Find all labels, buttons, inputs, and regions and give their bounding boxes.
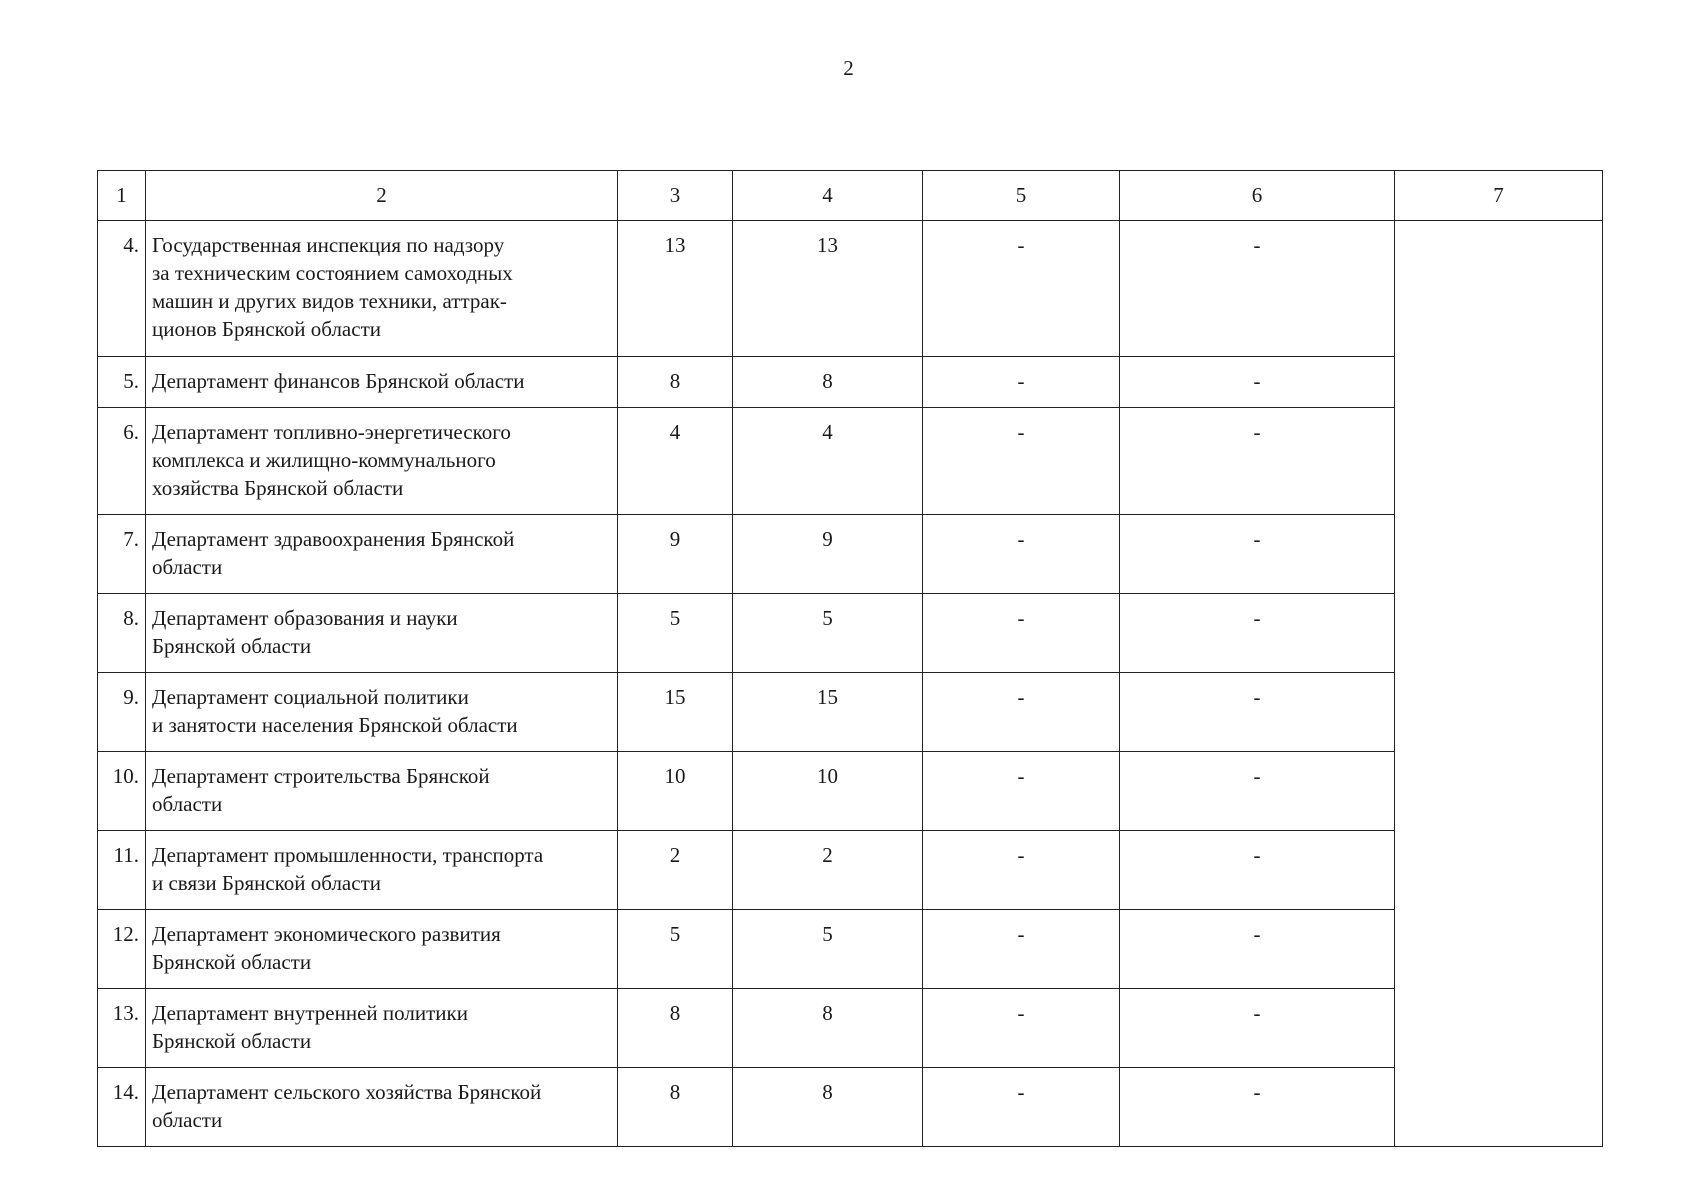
col3-value: 9 [618, 515, 733, 594]
col3-value: 8 [618, 357, 733, 408]
row-number: 4. [98, 221, 146, 357]
row-name-cell [146, 408, 618, 515]
col6-value: - [1120, 910, 1395, 989]
col3-value: 5 [618, 594, 733, 673]
row-name-cell [146, 357, 618, 408]
col5-value: - [923, 1068, 1120, 1147]
row-number: 14. [98, 1068, 146, 1147]
row-number: 5. [98, 357, 146, 408]
row-name-cell [146, 1068, 618, 1147]
row-number: 10. [98, 752, 146, 831]
page-number: 2 [843, 56, 854, 80]
header-cell-4: 4 [733, 171, 923, 221]
col6-value: - [1120, 221, 1395, 357]
col4-value: 8 [733, 357, 923, 408]
col4-value: 13 [733, 221, 923, 357]
row-name-cell [146, 515, 618, 594]
header-cell-7: 7 [1395, 171, 1603, 221]
row-number: 11. [98, 831, 146, 910]
departments-table [97, 170, 1603, 1147]
col5-value: - [923, 989, 1120, 1068]
department-name: Департамент экономического развития Брянской области [152, 922, 501, 974]
row-number: 8. [98, 594, 146, 673]
department-name: Департамент сельского хозяйства Брянской области [152, 1080, 542, 1132]
row-number: 9. [98, 673, 146, 752]
col3-value: 5 [618, 910, 733, 989]
col5-value: - [923, 910, 1120, 989]
header-cell-6: 6 [1120, 171, 1395, 221]
row-name-cell [146, 221, 618, 357]
col3-value: 4 [618, 408, 733, 515]
table-row [98, 594, 1603, 673]
table-row [98, 357, 1603, 408]
table-row [98, 752, 1603, 831]
row-name-cell [146, 910, 618, 989]
table-row [98, 910, 1603, 989]
header-cell-5: 5 [923, 171, 1120, 221]
department-name: Департамент строительства Брянской области [152, 764, 490, 816]
row-name-cell [146, 752, 618, 831]
row-number: 12. [98, 910, 146, 989]
col4-value: 15 [733, 673, 923, 752]
department-name: Департамент топливно-энергетического комплекса и жилищно-коммунального хозяйства Брянской области [152, 420, 511, 500]
table-row [98, 1068, 1603, 1147]
col4-value: 5 [733, 594, 923, 673]
col6-value: - [1120, 357, 1395, 408]
row-name-cell [146, 831, 618, 910]
department-name: Департамент финансов Брянской области [152, 369, 525, 393]
col6-value: - [1120, 673, 1395, 752]
row-number: 7. [98, 515, 146, 594]
col3-value: 13 [618, 221, 733, 357]
col4-value: 9 [733, 515, 923, 594]
col6-value: - [1120, 752, 1395, 831]
col6-value: - [1120, 408, 1395, 515]
department-name: Департамент внутренней политики Брянской области [152, 1001, 468, 1053]
col3-value: 8 [618, 989, 733, 1068]
col4-value: 8 [733, 989, 923, 1068]
col6-value: - [1120, 831, 1395, 910]
col4-value: 10 [733, 752, 923, 831]
table-row [98, 515, 1603, 594]
table-row [98, 221, 1603, 357]
department-name: Государственная инспекция по надзору за техническим состоянием самоходных машин и других видов техники, аттрак- ционов Брянской области [152, 233, 513, 341]
row-number: 13. [98, 989, 146, 1068]
row-number: 6. [98, 408, 146, 515]
row-name-cell [146, 989, 618, 1068]
col6-value: - [1120, 515, 1395, 594]
col5-value: - [923, 408, 1120, 515]
col6-value: - [1120, 594, 1395, 673]
col3-value: 8 [618, 1068, 733, 1147]
department-name: Департамент социальной политики и занятости населения Брянской области [152, 685, 518, 737]
col3-value: 2 [618, 831, 733, 910]
table-row [98, 989, 1603, 1068]
row-name-cell [146, 673, 618, 752]
header-cell-2: 2 [146, 171, 618, 221]
col4-value: 8 [733, 1068, 923, 1147]
table-header-row [98, 171, 1603, 221]
table-row [98, 673, 1603, 752]
col6-value: - [1120, 1068, 1395, 1147]
department-name: Департамент здравоохранения Брянской области [152, 527, 515, 579]
col4-value: 2 [733, 831, 923, 910]
col5-value: - [923, 357, 1120, 408]
table-row [98, 831, 1603, 910]
col5-value: - [923, 673, 1120, 752]
col6-value: - [1120, 989, 1395, 1068]
department-name: Департамент образования и науки Брянской области [152, 606, 458, 658]
table-row [98, 408, 1603, 515]
header-cell-3: 3 [618, 171, 733, 221]
col5-value: - [923, 221, 1120, 357]
col3-value: 15 [618, 673, 733, 752]
col5-value: - [923, 831, 1120, 910]
col5-value: - [923, 752, 1120, 831]
col5-value: - [923, 594, 1120, 673]
col5-value: - [923, 515, 1120, 594]
department-name: Департамент промышленности, транспорта и связи Брянской области [152, 843, 544, 895]
col3-value: 10 [618, 752, 733, 831]
col7-merged-cell [1395, 221, 1603, 1147]
row-name-cell [146, 594, 618, 673]
col4-value: 5 [733, 910, 923, 989]
col4-value: 4 [733, 408, 923, 515]
header-cell-1: 1 [98, 171, 146, 221]
